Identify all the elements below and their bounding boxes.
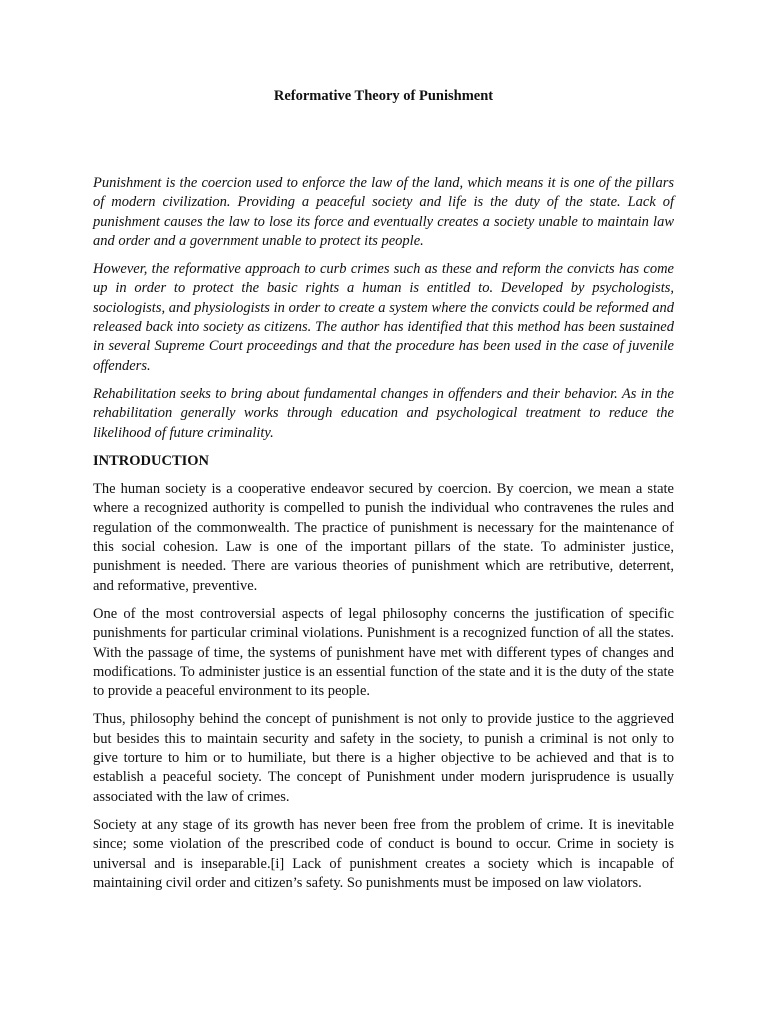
introduction-paragraph: Society at any stage of its growth has never been free from the problem of crime. It is inevitable since; some violation of the prescribed code of conduct is bound to occur. Crime in society is universal and is inseparable.[i] Lack of punishment creates a society which is incapable of maintaining civil order and citizen’s safety. So punishments must be imposed on law violators. [93,816,674,891]
introduction-heading: INTRODUCTION [93,452,210,469]
abstract-paragraph: However, the reformative approach to curb crimes such as these and reform the convicts has come up in order to protect the basic rights a human is entitled to. Developed by psychologists, sociologists, and physiologists in order to create a system where the convicts could be reformed and released back into society as citizens. The author has identified that this method has been sustained in several Supreme Court proceedings and that the procedure has been used in the case of juvenile offenders. [93,261,674,374]
document-body [93,174,674,902]
introduction-paragraph: Thus, philosophy behind the concept of punishment is not only to provide justice to the aggrieved but besides this to maintain security and safety in the society, to punish a criminal is not only to give torture to him or to humiliate, but there is a higher objective to be achieved and that is to establish a peaceful society. The concept of Punishment under modern jurisprudence is usually associated with the law of crimes. [93,711,674,805]
abstract-paragraph: Punishment is the coercion used to enforce the law of the land, which means it is one of the pillars of modern civilization. Providing a peaceful society and life is the duty of the state. Lack of punishment causes the law to lose its force and eventually creates a society unable to maintain law and order and a government unable to protect its people. [93,175,674,249]
document-title: Reformative Theory of Punishment [273,88,494,104]
introduction-paragraph: The human society is a cooperative endeavor secured by coercion. By coercion, we mean a state where a recognized authority is compelled to punish the individual who contravenes the rules and regulation of the commonwealth. The practice of punishment is necessary for the maintenance of this social cohesion. Law is one of the important pillars of the state. To administer justice, punishment is needed. There are various theories of punishment which are retributive, deterrent, and reformative, preventive. [93,481,674,594]
abstract-paragraph: Rehabilitation seeks to bring about fundamental changes in offenders and their behavior. As in the rehabilitation generally works through education and psychological treatment to reduce the likelihood of future criminality. [93,385,674,441]
introduction-paragraph: One of the most controversial aspects of legal philosophy concerns the justification of specific punishments for particular criminal violations. Punishment is a recognized function of all the states. With the passage of time, the systems of punishment have met with different types of changes and modifications. To administer justice is an essential function of the state and it is the duty of the state to provide a peaceful environment to its people. [93,605,674,700]
